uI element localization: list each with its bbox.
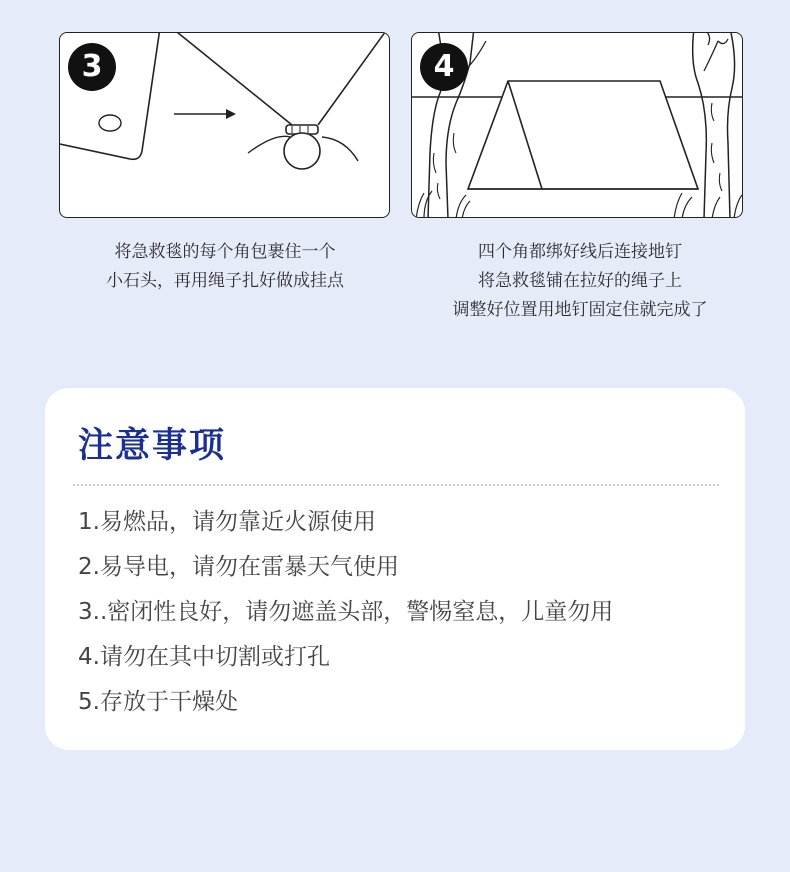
step-4-caption (395, 238, 765, 325)
caption-line: 调整好位置用地钉固定住就完成了 (452, 300, 708, 320)
dotted-divider (73, 484, 719, 486)
caption-line: 将急救毯的每个角包裹住一个 (114, 242, 336, 262)
step-3-caption (40, 238, 410, 296)
step-number-badge: 4 (420, 43, 468, 91)
step-number-badge: 3 (68, 43, 116, 91)
step-3-illustration (59, 32, 390, 218)
caption-line: 四个角都绑好线后连接地钉 (478, 242, 682, 262)
caption-line: 小石头，再用绳子扎好做成挂点 (106, 271, 344, 291)
notice-item: 1.易燃品，请勿靠近火源使用 (78, 509, 376, 535)
notice-title: 注意事项 (78, 426, 227, 466)
caption-line: 将急救毯铺在拉好的绳子上 (478, 271, 682, 291)
notice-item: 5.存放于干燥处 (78, 689, 238, 715)
notice-item: 2.易导电，请勿在雷暴天气使用 (78, 554, 399, 580)
step-4-illustration (411, 32, 743, 218)
notice-item: 3..密闭性良好，请勿遮盖头部，警惕窒息，儿童勿用 (78, 599, 614, 625)
notice-card (45, 388, 745, 750)
notice-item: 4.请勿在其中切割或打孔 (78, 644, 330, 670)
notice-list (78, 500, 735, 725)
